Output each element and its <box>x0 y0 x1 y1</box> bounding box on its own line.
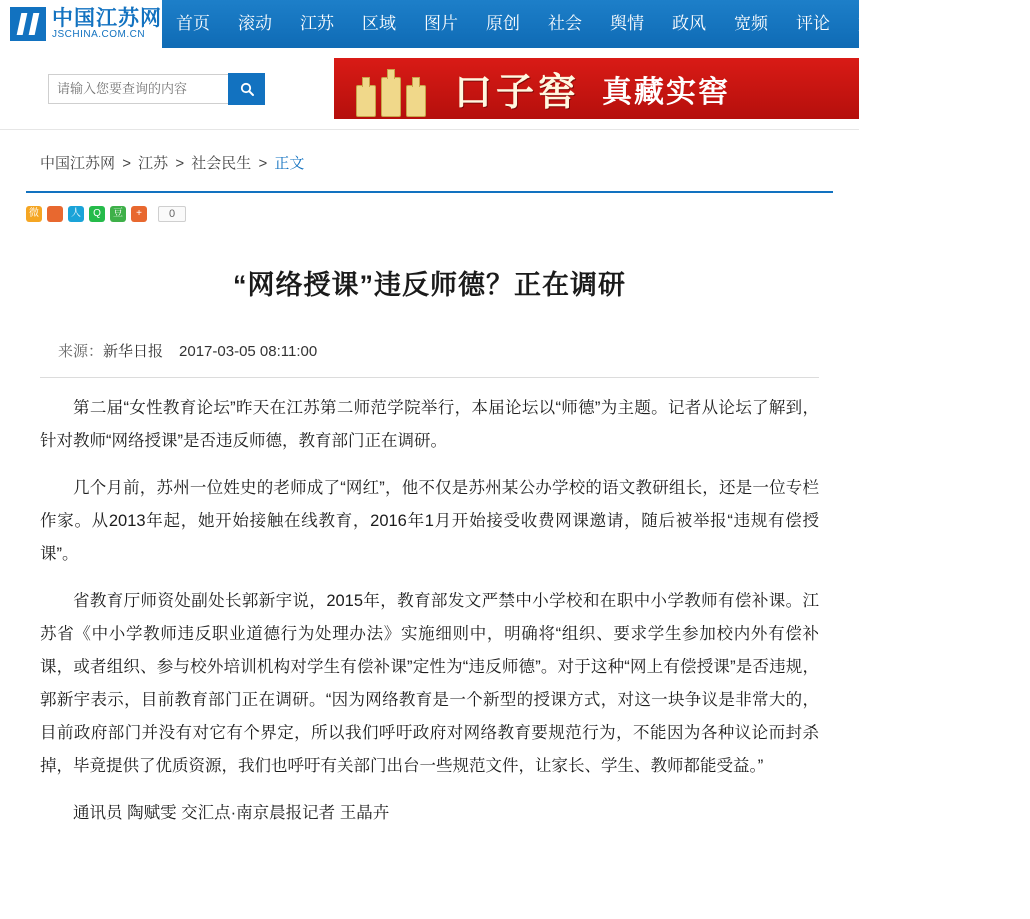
tencent-weibo-icon[interactable] <box>47 206 63 222</box>
breadcrumb-item-site[interactable]: 中国江苏网 <box>40 155 116 172</box>
nav-item-entertainment[interactable]: 娱乐 <box>920 14 954 33</box>
nav-item-government[interactable]: 政风 <box>672 14 706 33</box>
breadcrumb-separator-2: > <box>175 155 185 172</box>
nav-item-broadband[interactable]: 宽频 <box>734 14 768 33</box>
nav-item-jiangsu[interactable]: 江苏 <box>300 14 334 33</box>
breadcrumb-item-current[interactable]: 正文 <box>274 155 305 172</box>
page-title: “网络授课”违反师德？正在调研 <box>233 270 626 300</box>
breadcrumb-separator-1: > <box>122 155 131 172</box>
qzone-icon[interactable]: Q <box>89 206 105 222</box>
breadcrumb-item-society[interactable]: 社会民生 <box>191 155 252 172</box>
search-button[interactable] <box>228 73 265 105</box>
article-container <box>0 263 859 830</box>
logo-chinese-name: 中国江苏网 <box>52 6 162 30</box>
search-area <box>0 73 334 105</box>
publish-date: 2017-03-05 08:11:00 <box>179 343 318 360</box>
site-logo[interactable] <box>0 0 162 48</box>
nav-items <box>162 0 1030 48</box>
sina-weibo-icon[interactable]: 微 <box>26 206 42 222</box>
article-paragraph: 省教育厅师资处副处长郭新宇说，2015年，教育部发文严禁中小学校和在职中小学教师有偿补课。江苏省《中小学教师违反职业道德行为处理办法》实施细则中，明确将“组织、要求学生参加校内外有偿补课，或者组织、参与校外培训机构对学生有偿补课”定性为“违反师德”。对于这种“网上有偿授课”是否违规，郭新宇表示，目前教育部门正在调研。“因为网络教育是一个新型的授课方式，对这一块争议是非常大的，目前政府部门并没有对它有个界定，所以我们呼吁政府对网络教育要规范行为，不能因为各种议论而封杀掉，毕竟提供了优质资源，我们也呼吁有关部门出台一些规范文件，让家长、学生、教师都能受益。” <box>40 592 819 775</box>
breadcrumb <box>0 130 859 187</box>
logo-domain: JSCHINA.COM.CN <box>52 28 146 40</box>
douban-icon[interactable]: 豆 <box>110 206 126 222</box>
logo-mark-icon <box>10 7 46 41</box>
search-icon <box>239 81 255 97</box>
article-body <box>40 378 819 830</box>
article-byline: 通讯员 陶赋雯 交汇点·南京晨报记者 王晶卉 <box>73 804 390 822</box>
nav-item-home[interactable]: 首页 <box>176 14 210 33</box>
nav-item-public-opinion[interactable]: 舆情 <box>610 14 644 33</box>
nav-item-life[interactable]: 生活 <box>982 14 1016 33</box>
search-input[interactable] <box>48 74 228 104</box>
share-count-badge[interactable]: 0 <box>158 206 186 222</box>
nav-item-pictures[interactable]: 图片 <box>424 14 458 33</box>
banner-slogan-text: 真藏实窖 <box>602 75 731 109</box>
liquor-bottles-icon <box>334 58 454 119</box>
advertisement-banner[interactable] <box>334 58 859 119</box>
nav-item-society[interactable]: 社会 <box>548 14 582 33</box>
nav-item-region[interactable]: 区域 <box>362 14 396 33</box>
renren-icon[interactable]: 人 <box>68 206 84 222</box>
source-label: 来源： <box>58 343 104 360</box>
top-navigation-bar <box>0 0 1016 48</box>
nav-item-culture[interactable]: 文化 <box>858 14 892 33</box>
nav-item-original[interactable]: 原创 <box>486 14 520 33</box>
article-paragraph: 几个月前，苏州一位姓史的老师成了“网红”，他不仅是苏州某公办学校的语文教研组长，还是一位专栏作家。从2013年起，她开始接触在线教育，2016年1月开始接受收费网课邀请，随后被举报“违规有偿授课”。 <box>40 479 819 563</box>
breadcrumb-separator-3: > <box>258 155 268 172</box>
more-share-icon[interactable]: + <box>131 206 147 222</box>
search-and-banner-row <box>0 48 859 130</box>
nav-item-comment[interactable]: 评论 <box>796 14 830 33</box>
article-meta <box>40 332 819 378</box>
share-bar <box>26 191 833 227</box>
banner-brand-text: 口子窖 <box>454 72 581 114</box>
article-paragraph: 第二届“女性教育论坛”昨天在江苏第二师范学院举行，本届论坛以“师德”为主题。记者从论坛了解到，针对教师“网络授课”是否违反师德，教育部门正在调研。 <box>40 399 819 450</box>
source-name[interactable]: 新华日报 <box>103 343 164 360</box>
nav-item-rolling[interactable]: 滚动 <box>238 14 272 33</box>
breadcrumb-item-jiangsu[interactable]: 江苏 <box>138 155 169 172</box>
